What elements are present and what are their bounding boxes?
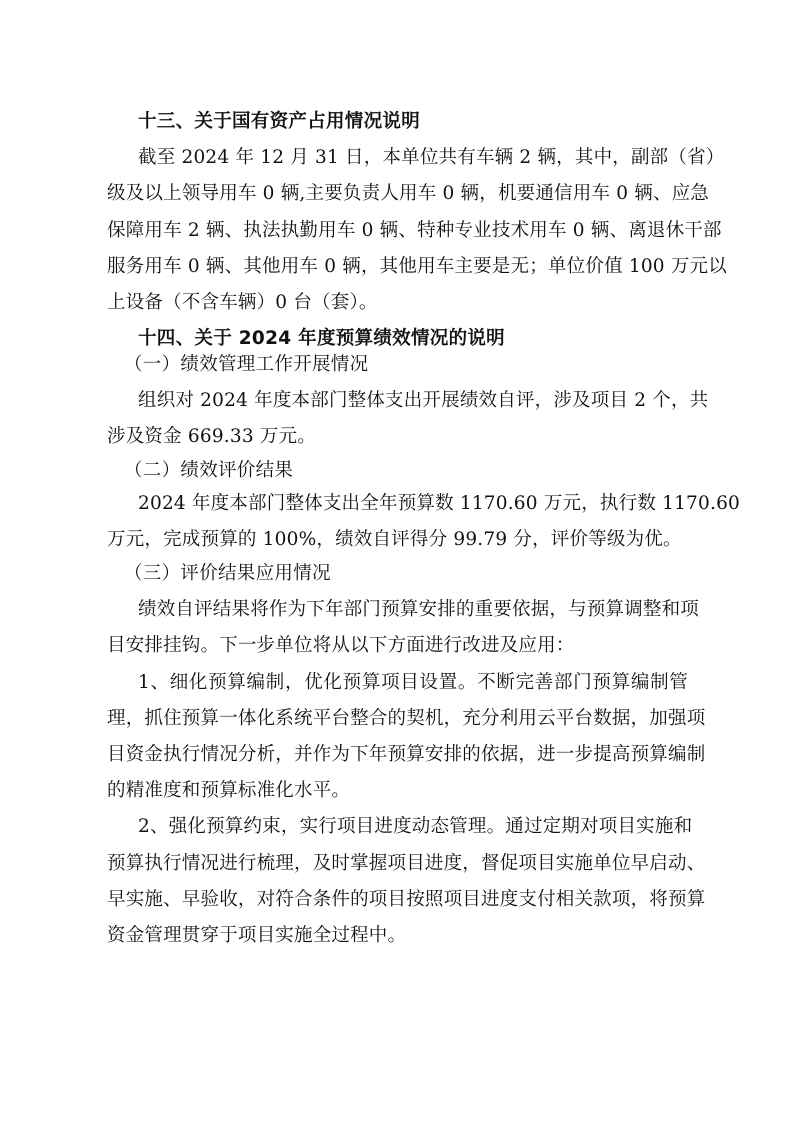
sub-1-line-2: 涉及资金 669.33 万元。 bbox=[107, 426, 316, 447]
item-1-line-3: 目资金执行情况分析，并作为下年预算安排的依据，进一步提高预算编制 bbox=[107, 744, 706, 765]
sub-3-heading: （三）评价结果应用情况 bbox=[124, 563, 331, 584]
sub-3-line-2: 目安排挂钩。下一步单位将从以下方面进行改进及应用： bbox=[107, 635, 575, 656]
section-14-heading: 十四、关于 2024 年度预算绩效情况的说明 bbox=[138, 328, 505, 349]
item-2-line-1: 2、强化预算约束，实行项目进度动态管理。通过定期对项目实施和 bbox=[138, 816, 693, 837]
item-2-line-2: 预算执行情况进行梳理，及时掌握项目进度，督促项目实施单位早启动、 bbox=[107, 853, 706, 874]
item-1-line-4: 的精准度和预算标准化水平。 bbox=[107, 780, 351, 801]
section-13-line-3: 保障用车 2 辆、执法执勤用车 0 辆、特种专业技术用车 0 辆、离退休干部 bbox=[107, 220, 722, 241]
item-1-line-1: 1、细化预算编制，优化预算项目设置。不断完善部门预算编制管 bbox=[138, 672, 688, 693]
sub-2-line-1: 2024 年度本部门整体支出全年预算数 1170.60 万元，执行数 1170.60 bbox=[138, 493, 741, 514]
section-13-line-2: 级及以上领导用车 0 辆,主要负责人用车 0 辆，机要通信用车 0 辆、应急 bbox=[107, 183, 710, 204]
sub-1-heading: （一）绩效管理工作开展情况 bbox=[124, 354, 369, 375]
item-2-line-4: 资金管理贯穿于项目实施全过程中。 bbox=[107, 925, 407, 946]
sub-1-line-1: 组织对 2024 年度本部门整体支出开展绩效自评，涉及项目 2 个，共 bbox=[138, 390, 709, 411]
item-2-line-3: 早实施、早验收，对符合条件的项目按照项目进度支付相关款项，将预算 bbox=[107, 889, 706, 910]
sub-3-line-1: 绩效自评结果将作为下年部门预算安排的重要依据，与预算调整和项 bbox=[138, 599, 700, 620]
sub-2-line-2: 万元，完成预算的 100%，绩效自评得分 99.79 分，评价等级为优。 bbox=[107, 529, 682, 550]
section-13-line-1: 截至 2024 年 12 月 31 日，本单位共有车辆 2 辆，其中，副部（省） bbox=[138, 147, 725, 168]
section-13-line-5: 上设备（不含车辆）0 台（套）。 bbox=[107, 292, 378, 313]
item-1-line-2: 理，抓住预算一体化系统平台整合的契机，充分利用云平台数据，加强项 bbox=[107, 708, 706, 729]
section-13-line-4: 服务用车 0 辆、其他用车 0 辆，其他用车主要是无；单位价值 100 万元以 bbox=[107, 256, 727, 277]
section-13-heading: 十三、关于国有资产占用情况说明 bbox=[138, 111, 421, 132]
sub-2-heading: （二）绩效评价结果 bbox=[124, 460, 294, 481]
